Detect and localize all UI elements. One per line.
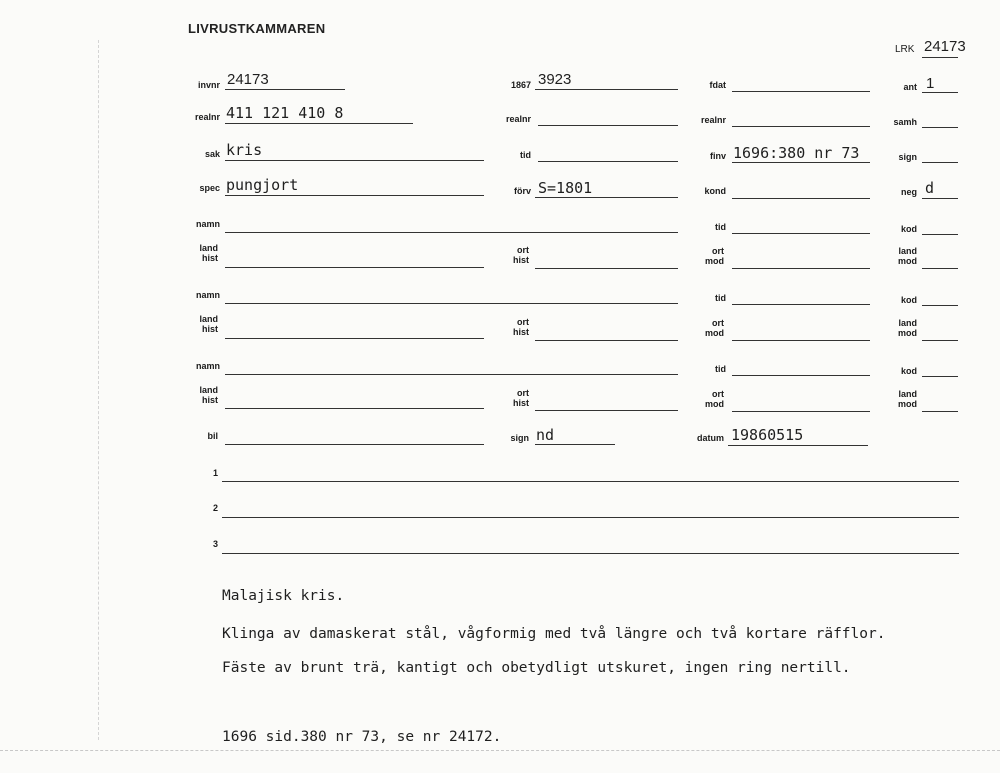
y1867-line	[535, 89, 678, 90]
sign-label-1: sign	[898, 152, 917, 162]
mod-label-2: mod	[898, 256, 917, 266]
ort-label-2: ort	[712, 246, 724, 256]
mod-label-1: mod	[705, 256, 724, 266]
tid-line-2	[732, 233, 870, 234]
datum-label: datum	[697, 433, 724, 443]
namn-label-1: namn	[195, 219, 220, 229]
lrk-label: LRK	[895, 44, 915, 55]
finv-label: finv	[709, 151, 726, 161]
ort-mod-line-2	[732, 340, 870, 341]
invnr-value: 24173	[227, 71, 269, 88]
kod-line-1	[922, 234, 958, 235]
samh-line	[922, 127, 958, 128]
ort-hist-line-1	[535, 268, 678, 269]
land-label-1: land	[199, 243, 218, 253]
y1867-label: 1867	[510, 80, 531, 90]
forv-line	[535, 197, 678, 198]
ort-hist-line-2	[535, 340, 678, 341]
kod-label-3: kod	[900, 366, 917, 376]
namn-label-2: namn	[195, 290, 220, 300]
kod-line-2	[922, 305, 958, 306]
numbered-line-3	[222, 553, 959, 554]
ort-label-3: ort	[517, 317, 529, 327]
line-number-1: 1	[212, 468, 218, 478]
spec-value: pungjort	[226, 176, 299, 194]
tid-line-3	[732, 304, 870, 305]
ort-label-6: ort	[712, 389, 724, 399]
neg-value: d	[925, 179, 935, 197]
mod-label-3: mod	[705, 328, 724, 338]
hist-label-5: hist	[201, 395, 218, 405]
neg-label: neg	[900, 187, 917, 197]
note-line-2: Klinga av damaskerat stål, vågformig med två längre och två kortare räfflor.	[222, 626, 886, 642]
sign-label-2: sign	[510, 433, 529, 443]
kod-label-1: kod	[900, 224, 917, 234]
line-number-3: 3	[212, 539, 218, 549]
neg-line	[922, 198, 958, 199]
land-label-6: land	[898, 389, 917, 399]
realnr-value: 411 121 410 8	[226, 104, 344, 122]
land-label-2: land	[898, 246, 917, 256]
spec-line	[225, 195, 484, 196]
ort-label-4: ort	[712, 318, 724, 328]
land-hist-line-3	[225, 408, 484, 409]
hist-label-6: hist	[512, 398, 529, 408]
realnr-line-2	[538, 125, 678, 126]
hist-label-4: hist	[512, 327, 529, 337]
kond-line	[732, 198, 870, 199]
card-left-edge	[98, 40, 99, 740]
land-label-4: land	[898, 318, 917, 328]
org-title: LIVRUSTKAMMAREN	[188, 21, 326, 36]
mod-label-5: mod	[705, 399, 724, 409]
tid-line-1	[538, 161, 678, 162]
realnr-label-3: realnr	[700, 115, 726, 125]
line-number-2: 2	[212, 503, 218, 513]
ort-label-1: ort	[517, 245, 529, 255]
invnr-label: invnr	[197, 80, 220, 90]
kod-line-3	[922, 376, 958, 377]
land-mod-line-3	[922, 411, 958, 412]
sign-line-2	[535, 444, 615, 445]
sign-value: nd	[536, 426, 555, 444]
ant-label: ant	[903, 82, 917, 92]
land-label-3: land	[199, 314, 218, 324]
hist-label-3: hist	[201, 324, 218, 334]
realnr-label-2: realnr	[505, 114, 531, 124]
mod-label-6: mod	[898, 399, 917, 409]
hist-label-1: hist	[201, 253, 218, 263]
ort-mod-line-3	[732, 411, 870, 412]
note-line-1: Malajisk kris.	[222, 588, 345, 604]
namn-line-3	[225, 374, 678, 375]
lrk-line	[922, 57, 958, 58]
bil-label: bil	[207, 431, 218, 441]
realnr-line-1	[225, 123, 413, 124]
bil-line	[225, 444, 484, 445]
fdat-line	[732, 91, 870, 92]
samh-label: samh	[893, 117, 917, 127]
tid-label-4: tid	[715, 364, 726, 374]
datum-value: 19860515	[731, 426, 804, 444]
namn-label-3: namn	[195, 361, 220, 371]
realnr-label-1: realnr	[194, 112, 220, 122]
tid-line-4	[732, 375, 870, 376]
namn-line-1	[225, 232, 678, 233]
tid-label-3: tid	[715, 293, 726, 303]
mod-label-4: mod	[898, 328, 917, 338]
tid-label-2: tid	[715, 222, 726, 232]
finv-line	[732, 162, 870, 163]
sak-value: kris	[226, 141, 263, 159]
fdat-label: fdat	[709, 80, 726, 90]
invnr-line	[225, 89, 345, 90]
forv-label: förv	[513, 186, 531, 196]
hist-label-2: hist	[512, 255, 529, 265]
ort-hist-line-3	[535, 410, 678, 411]
note-line-4: 1696 sid.380 nr 73, se nr 24172.	[222, 729, 502, 745]
finv-value: 1696:380 nr 73	[733, 144, 860, 162]
land-hist-line-1	[225, 267, 484, 268]
realnr-line-3	[732, 126, 870, 127]
y1867-value: 3923	[538, 71, 572, 88]
sak-label: sak	[204, 149, 220, 159]
land-mod-line-1	[922, 268, 958, 269]
numbered-line-1	[222, 481, 959, 482]
sak-line	[225, 160, 484, 161]
ort-mod-line-1	[732, 268, 870, 269]
land-label-5: land	[199, 385, 218, 395]
numbered-line-2	[222, 517, 959, 518]
note-line-3: Fäste av brunt trä, kantigt och obetydligt utskuret, ingen ring nertill.	[222, 660, 851, 676]
ant-value: 1	[926, 75, 935, 92]
forv-value: S=1801	[538, 179, 593, 197]
sign-line-1	[922, 162, 958, 163]
datum-line	[728, 445, 868, 446]
card-bottom-edge	[0, 750, 1000, 751]
land-mod-line-2	[922, 340, 958, 341]
land-hist-line-2	[225, 338, 484, 339]
spec-label: spec	[199, 183, 220, 193]
namn-line-2	[225, 303, 678, 304]
ort-label-5: ort	[517, 388, 529, 398]
tid-label-1: tid	[520, 150, 531, 160]
kod-label-2: kod	[900, 295, 917, 305]
lrk-value: 24173	[924, 38, 966, 55]
ant-line	[922, 92, 958, 93]
kond-label: kond	[704, 186, 726, 196]
